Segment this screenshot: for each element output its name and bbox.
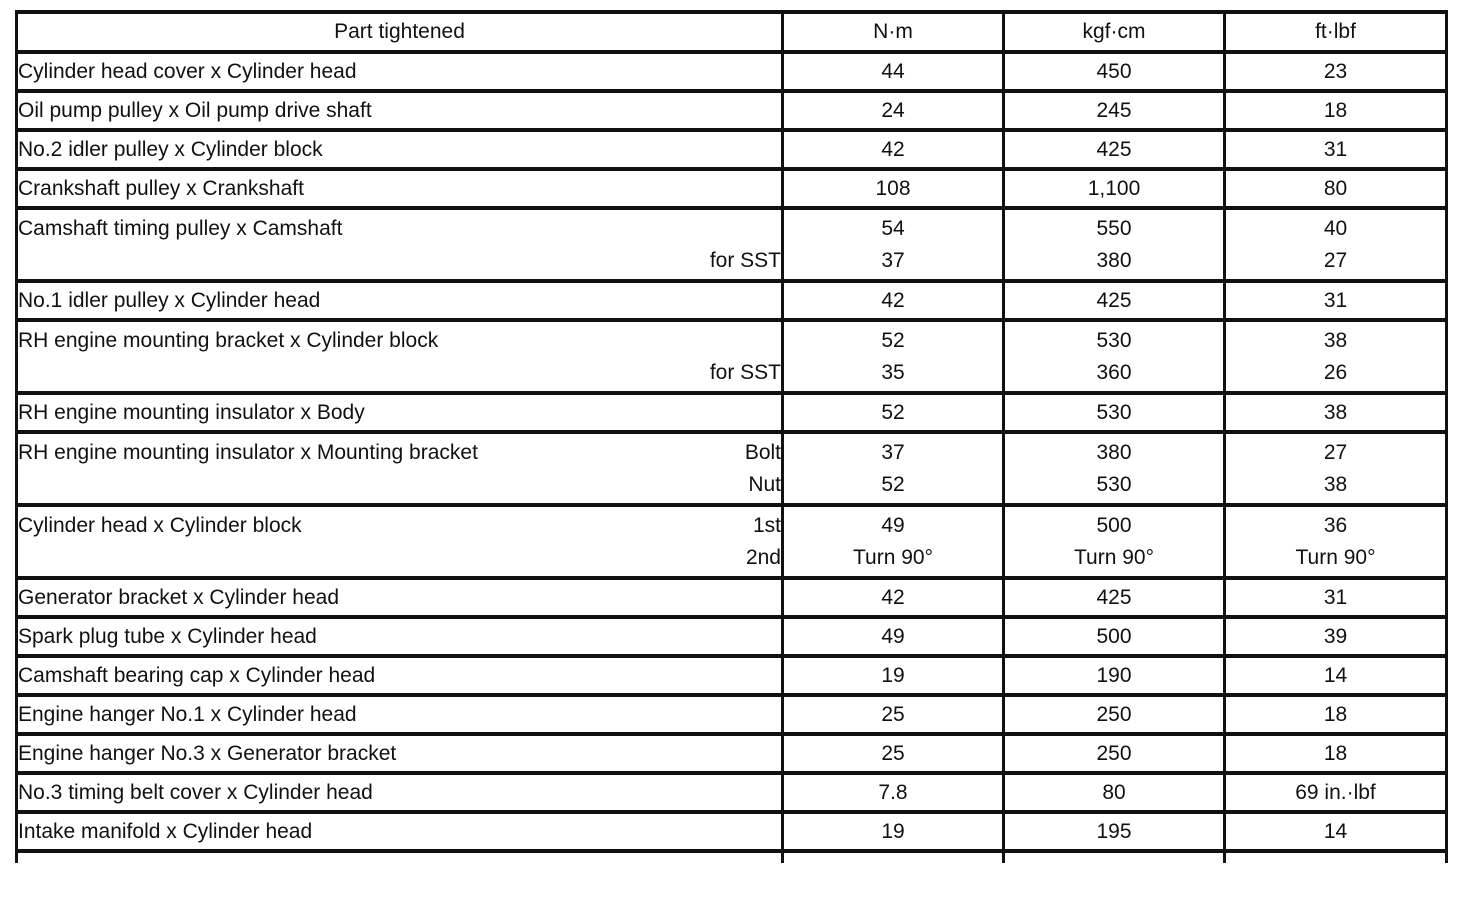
table-row (17, 52, 1447, 91)
table-row (17, 578, 1447, 617)
kgf-cm-cell: 250 (1004, 695, 1225, 734)
condition-label: 2nd (745, 545, 781, 569)
kgf-cm-value: Turn 90° (1074, 545, 1154, 569)
kgf-cm-cell (1004, 505, 1225, 578)
part-cell (17, 432, 783, 505)
condition-label: Bolt (744, 440, 781, 464)
condition-label: for SST (709, 248, 781, 272)
kgf-cm-cell: 80 (1004, 773, 1225, 812)
ft-lbf-cell: 39 (1225, 617, 1447, 656)
ft-lbf-value: 26 (1323, 360, 1348, 384)
kgf-cm-cell: 195 (1004, 812, 1225, 851)
kgf-cm-value: 530 (1096, 328, 1132, 352)
nm-cell (783, 208, 1004, 281)
ft-lbf-cell: 14 (1225, 812, 1447, 851)
table-row (17, 208, 1447, 281)
nm-cell: 42 (783, 281, 1004, 320)
table-row (17, 734, 1447, 773)
part-cell: Engine hanger No.1 x Cylinder head (17, 695, 783, 734)
part-cell (17, 208, 783, 281)
kgf-cm-cell (1004, 851, 1225, 863)
nm-cell: 7.8 (783, 773, 1004, 812)
nm-cell (783, 432, 1004, 505)
table-row (17, 695, 1447, 734)
ft-lbf-cell: 23 (1225, 52, 1447, 91)
nm-cell (783, 505, 1004, 578)
nm-cell: 19 (783, 812, 1004, 851)
part-cell: Engine hanger No.3 x Generator bracket (17, 734, 783, 773)
kgf-cm-cell (1004, 320, 1225, 393)
header-part-tightened: Part tightened (17, 12, 783, 52)
torque-specification-sheet (15, 10, 1445, 863)
condition-label: 1st (752, 513, 781, 537)
kgf-cm-cell: 450 (1004, 52, 1225, 91)
ft-lbf-cell: 14 (1225, 656, 1447, 695)
ft-lbf-cell: 80 (1225, 169, 1447, 208)
part-cell: No.2 idler pulley x Cylinder block (17, 130, 783, 169)
table-row-cutoff (17, 851, 1447, 863)
table-row (17, 505, 1447, 578)
part-cell (17, 851, 783, 863)
nm-cell: 25 (783, 734, 1004, 773)
kgf-cm-value: 360 (1096, 360, 1132, 384)
kgf-cm-cell: 250 (1004, 734, 1225, 773)
nm-value: 35 (881, 360, 905, 384)
table-row (17, 130, 1447, 169)
part-name: Cylinder head x Cylinder block (18, 513, 302, 537)
nm-cell: 44 (783, 52, 1004, 91)
ft-lbf-cell: 18 (1225, 734, 1447, 773)
table-row (17, 91, 1447, 130)
ft-lbf-value: 38 (1323, 328, 1348, 352)
kgf-cm-value: 500 (1096, 513, 1132, 537)
kgf-cm-cell (1004, 208, 1225, 281)
kgf-cm-cell: 425 (1004, 281, 1225, 320)
nm-value: 52 (881, 472, 905, 496)
ft-lbf-value: 27 (1323, 440, 1348, 464)
ft-lbf-value: 40 (1323, 216, 1348, 240)
part-name: RH engine mounting insulator x Mounting bracket (18, 440, 478, 464)
header-ft-lbf: ft·lbf (1225, 12, 1447, 52)
nm-value: 52 (881, 328, 905, 352)
kgf-cm-value: 380 (1096, 440, 1132, 464)
nm-cell: 42 (783, 130, 1004, 169)
part-cell: Cylinder head cover x Cylinder head (17, 52, 783, 91)
table-row (17, 393, 1447, 432)
kgf-cm-cell: 425 (1004, 578, 1225, 617)
nm-cell: 49 (783, 617, 1004, 656)
nm-cell: 19 (783, 656, 1004, 695)
part-cell: Oil pump pulley x Oil pump drive shaft (17, 91, 783, 130)
header-kgf-cm: kgf·cm (1004, 12, 1225, 52)
nm-cell: 25 (783, 695, 1004, 734)
ft-lbf-value: 36 (1323, 513, 1348, 537)
kgf-cm-cell: 245 (1004, 91, 1225, 130)
ft-lbf-cell: 18 (1225, 695, 1447, 734)
part-cell: No.1 idler pulley x Cylinder head (17, 281, 783, 320)
part-name: Camshaft timing pulley x Camshaft (18, 216, 343, 240)
ft-lbf-cell: 31 (1225, 130, 1447, 169)
torque-table (15, 10, 1448, 863)
part-cell: Crankshaft pulley x Crankshaft (17, 169, 783, 208)
part-cell: No.3 timing belt cover x Cylinder head (17, 773, 783, 812)
table-row (17, 281, 1447, 320)
kgf-cm-cell (1004, 432, 1225, 505)
nm-value: 37 (881, 248, 905, 272)
kgf-cm-cell: 530 (1004, 393, 1225, 432)
ft-lbf-value: Turn 90° (1295, 545, 1376, 569)
ft-lbf-cell: 31 (1225, 281, 1447, 320)
nm-cell (783, 851, 1004, 863)
table-row (17, 432, 1447, 505)
kgf-cm-value: 550 (1096, 216, 1132, 240)
condition-label: Nut (748, 472, 781, 496)
part-cell (17, 505, 783, 578)
ft-lbf-cell (1225, 208, 1447, 281)
nm-value: Turn 90° (853, 545, 933, 569)
part-cell (17, 320, 783, 393)
condition-label: for SST (709, 360, 781, 384)
part-cell: Spark plug tube x Cylinder head (17, 617, 783, 656)
part-cell: Intake manifold x Cylinder head (17, 812, 783, 851)
kgf-cm-value: 380 (1096, 248, 1132, 272)
nm-cell (783, 320, 1004, 393)
kgf-cm-cell: 1,100 (1004, 169, 1225, 208)
ft-lbf-cell (1225, 320, 1447, 393)
ft-lbf-cell (1225, 505, 1447, 578)
table-row (17, 812, 1447, 851)
nm-value: 49 (881, 513, 905, 537)
table-row (17, 169, 1447, 208)
table-row (17, 773, 1447, 812)
ft-lbf-value: 27 (1323, 248, 1348, 272)
table-row (17, 656, 1447, 695)
ft-lbf-value: 38 (1323, 472, 1348, 496)
ft-lbf-cell (1225, 851, 1447, 863)
ft-lbf-cell: 38 (1225, 393, 1447, 432)
kgf-cm-cell: 425 (1004, 130, 1225, 169)
part-cell: RH engine mounting insulator x Body (17, 393, 783, 432)
nm-value: 37 (881, 440, 905, 464)
kgf-cm-cell: 500 (1004, 617, 1225, 656)
nm-value: 54 (881, 216, 905, 240)
ft-lbf-cell: 69 in.·lbf (1225, 773, 1447, 812)
kgf-cm-value: 530 (1096, 472, 1132, 496)
ft-lbf-cell: 18 (1225, 91, 1447, 130)
part-name: RH engine mounting bracket x Cylinder block (18, 328, 439, 352)
table-row (17, 617, 1447, 656)
header-row (17, 12, 1447, 52)
nm-cell: 24 (783, 91, 1004, 130)
nm-cell: 52 (783, 393, 1004, 432)
table-row (17, 320, 1447, 393)
nm-cell: 108 (783, 169, 1004, 208)
header-newton-meter: N·m (783, 12, 1004, 52)
part-cell: Generator bracket x Cylinder head (17, 578, 783, 617)
nm-cell: 42 (783, 578, 1004, 617)
kgf-cm-cell: 190 (1004, 656, 1225, 695)
part-cell: Camshaft bearing cap x Cylinder head (17, 656, 783, 695)
ft-lbf-cell (1225, 432, 1447, 505)
ft-lbf-cell: 31 (1225, 578, 1447, 617)
